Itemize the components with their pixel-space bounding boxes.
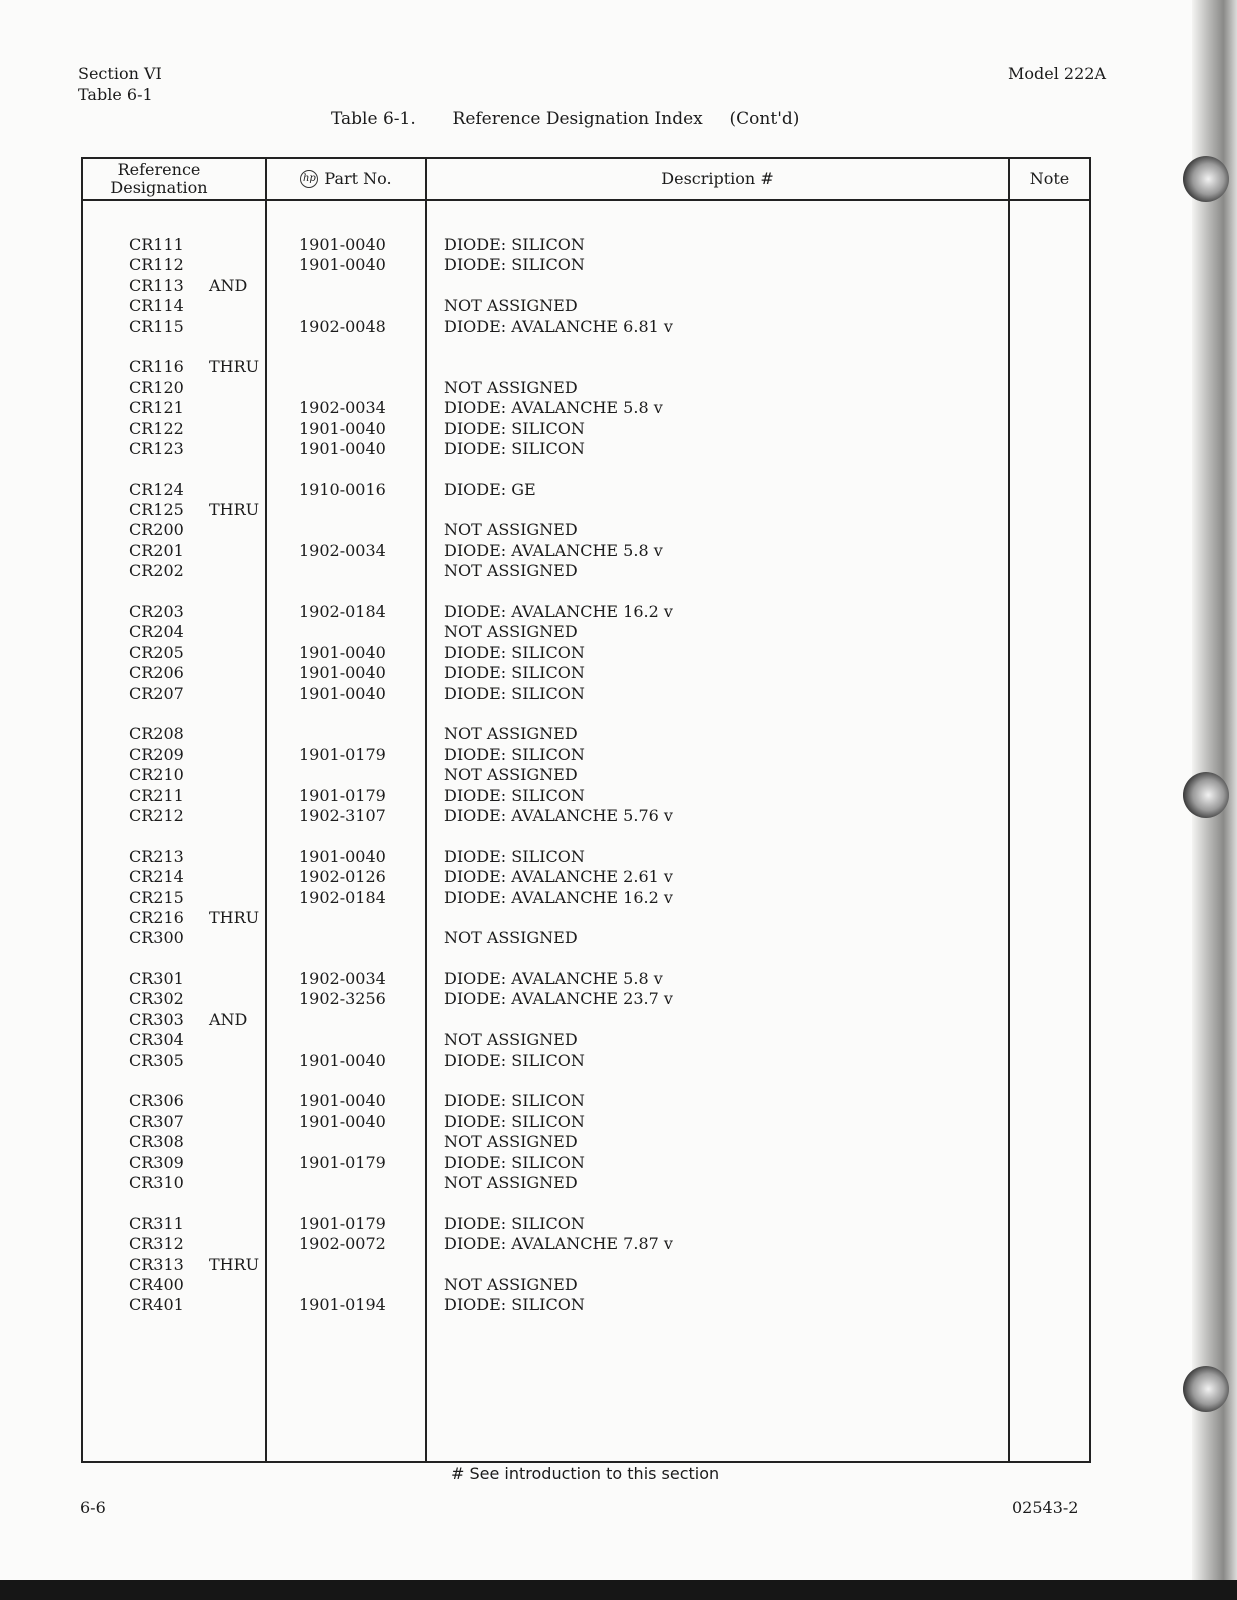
description-cell xyxy=(444,500,1008,520)
table-header-row xyxy=(82,158,1090,200)
description-cell: NOT ASSIGNED xyxy=(444,622,578,642)
part-number-cell: 1902-0048 xyxy=(299,316,386,336)
range-conjunction: AND xyxy=(209,275,248,295)
description-cell: DIODE: SILICON xyxy=(444,418,585,438)
ref-designator: CR305 xyxy=(129,1050,184,1070)
ref-designator: CR313 xyxy=(129,1254,184,1274)
description-cell: NOT ASSIGNED xyxy=(444,520,578,540)
ref-designation-cell xyxy=(129,1091,265,1111)
ref-designation-cell xyxy=(129,378,265,398)
part-number-cell: 1901-0040 xyxy=(299,235,386,254)
part-number-cell xyxy=(299,1173,425,1193)
part-number-cell xyxy=(299,500,425,520)
description-cell: NOT ASSIGNED xyxy=(444,296,578,316)
ref-designator: CR212 xyxy=(129,805,184,825)
ref-designation-cell xyxy=(129,1255,265,1275)
description-cell: DIODE: SILICON xyxy=(444,846,585,866)
part-number-cell: 1902-0184 xyxy=(299,602,386,622)
ref-designator: CR300 xyxy=(129,928,184,948)
part-number-cell xyxy=(299,724,425,744)
ref-designation-cell xyxy=(129,1132,265,1152)
range-conjunction: THRU xyxy=(209,357,260,377)
ref-designator: CR208 xyxy=(129,724,184,744)
part-number-cell: 1902-3256 xyxy=(299,989,386,1009)
ref-designator: CR213 xyxy=(129,846,184,866)
group-spacer xyxy=(299,704,425,724)
group-spacer xyxy=(444,826,1008,846)
reference-designation-table xyxy=(81,157,1091,1463)
description-cell: DIODE: AVALANCHE 6.81 v xyxy=(444,316,673,336)
ref-designation-cell xyxy=(129,928,265,948)
header-description: Description # xyxy=(426,158,1009,200)
range-conjunction: THRU xyxy=(209,907,260,927)
part-number-cell xyxy=(299,1255,425,1275)
ref-designator: CR206 xyxy=(129,663,184,683)
part-number-cell: 1901-0040 xyxy=(299,663,386,683)
group-spacer xyxy=(444,1193,1008,1213)
description-cell: DIODE: AVALANCHE 16.2 v xyxy=(444,602,673,622)
part-number-cell: 1901-0040 xyxy=(299,1050,386,1070)
ref-designator: CR306 xyxy=(129,1091,184,1111)
ref-designator: CR111 xyxy=(129,235,184,254)
part-number-cell xyxy=(299,765,425,785)
ref-designator: CR302 xyxy=(129,989,184,1009)
part-number-cell: 1901-0194 xyxy=(299,1295,386,1315)
range-conjunction: THRU xyxy=(209,500,260,520)
part-number-cell: 1901-0040 xyxy=(299,846,386,866)
description-cell: NOT ASSIGNED xyxy=(444,1132,578,1152)
part-number-cell: 1902-0072 xyxy=(299,1234,386,1254)
part-number-cell: 1901-0179 xyxy=(299,785,386,805)
part-number-cell: 1901-0040 xyxy=(299,683,386,703)
ref-designation-cell xyxy=(129,357,265,377)
ref-designation-cell xyxy=(129,276,265,296)
ref-designator: CR311 xyxy=(129,1213,184,1233)
ref-designation-cell xyxy=(129,888,265,908)
group-spacer xyxy=(129,337,265,357)
group-spacer xyxy=(299,1193,425,1213)
part-number-cell: 1902-0034 xyxy=(299,969,386,989)
ref-designation-cell xyxy=(129,419,265,439)
part-number-cell: 1901-0040 xyxy=(299,255,386,275)
part-number-cell: 1901-0179 xyxy=(299,1152,386,1172)
ref-designator: CR201 xyxy=(129,540,184,560)
group-spacer xyxy=(129,704,265,724)
group-spacer xyxy=(299,337,425,357)
part-number-cell: 1901-0040 xyxy=(299,642,386,662)
ref-designator: CR310 xyxy=(129,1172,184,1192)
group-spacer xyxy=(129,582,265,602)
description-cell: DIODE: SILICON xyxy=(444,663,585,683)
range-conjunction: THRU xyxy=(209,1254,260,1274)
part-number-cell: 1901-0179 xyxy=(299,1213,386,1233)
description-cell xyxy=(444,908,1008,928)
part-number-cell: 1902-0184 xyxy=(299,887,386,907)
description-cell: DIODE: SILICON xyxy=(444,1152,585,1172)
part-number-cell xyxy=(299,908,425,928)
table-body-row xyxy=(82,200,1090,1462)
footnote: # See introduction to this section xyxy=(451,1464,720,1483)
part-number-cell xyxy=(299,378,425,398)
ref-designator: CR309 xyxy=(129,1152,184,1172)
ref-designation-cell xyxy=(129,439,265,459)
ref-designation-cell xyxy=(129,317,265,337)
description-cell: DIODE: AVALANCHE 2.61 v xyxy=(444,867,673,887)
ref-designator: CR301 xyxy=(129,969,184,989)
ref-designation-cell xyxy=(129,969,265,989)
description-cell xyxy=(444,357,1008,377)
ref-designator: CR308 xyxy=(129,1132,184,1152)
description-cell: DIODE: SILICON xyxy=(444,744,585,764)
header-part-no xyxy=(266,158,426,200)
ref-designator: CR113 xyxy=(129,275,184,295)
ref-designation-cell xyxy=(129,643,265,663)
page-number: 6-6 xyxy=(80,1498,106,1517)
group-spacer xyxy=(299,949,425,969)
description-cell: DIODE: SILICON xyxy=(444,235,585,254)
binder-ring xyxy=(1183,156,1229,202)
description-cell: NOT ASSIGNED xyxy=(444,1030,578,1050)
part-number-cell: 1902-0126 xyxy=(299,867,386,887)
ref-designation-cell xyxy=(129,398,265,418)
ref-designator: CR207 xyxy=(129,683,184,703)
description-cell: DIODE: SILICON xyxy=(444,438,585,458)
part-number-cell xyxy=(299,1275,425,1295)
description-cell: DIODE: SILICON xyxy=(444,683,585,703)
part-number-cell: 1902-0034 xyxy=(299,540,386,560)
section-label: Section VI xyxy=(78,64,162,83)
group-spacer xyxy=(299,459,425,479)
ref-designator: CR312 xyxy=(129,1234,184,1254)
ref-designation-cell xyxy=(129,1051,265,1071)
group-spacer xyxy=(444,582,1008,602)
ref-designator: CR125 xyxy=(129,500,184,520)
ref-designation-cell xyxy=(129,1112,265,1132)
description-cell: DIODE: SILICON xyxy=(444,1091,585,1111)
group-spacer xyxy=(444,337,1008,357)
hp-logo-icon: hp xyxy=(300,170,318,188)
ref-designation-cell xyxy=(129,847,265,867)
ref-designator: CR112 xyxy=(129,255,184,275)
group-spacer xyxy=(129,459,265,479)
description-cell: NOT ASSIGNED xyxy=(444,561,578,581)
ref-designator: CR216 xyxy=(129,907,184,927)
caption-label: Table 6-1. xyxy=(331,109,416,129)
header-part-label: Part No. xyxy=(324,168,392,188)
description-column xyxy=(426,200,1009,1462)
ref-designation-cell xyxy=(129,1153,265,1173)
ref-designation-cell xyxy=(129,724,265,744)
ref-designation-cell xyxy=(129,1214,265,1234)
header-ref-line2: Designation xyxy=(110,178,208,197)
ref-designation-cell xyxy=(129,622,265,642)
scan-bottom-edge xyxy=(0,1580,1237,1600)
ref-designator: CR203 xyxy=(129,602,184,622)
ref-designator: CR214 xyxy=(129,867,184,887)
group-spacer xyxy=(129,1193,265,1213)
caption-cont: (Cont'd) xyxy=(729,109,800,129)
part-number-cell xyxy=(299,357,425,377)
header-ref-line1: Reference xyxy=(117,160,201,179)
group-spacer xyxy=(444,704,1008,724)
description-cell: DIODE: SILICON xyxy=(444,1111,585,1131)
ref-designator: CR115 xyxy=(129,316,184,336)
caption-title: Reference Designation Index xyxy=(452,109,703,129)
part-number-cell: 1901-0040 xyxy=(299,418,386,438)
ref-designator: CR122 xyxy=(129,418,184,438)
group-spacer xyxy=(129,949,265,969)
description-cell: DIODE: SILICON xyxy=(444,642,585,662)
group-spacer xyxy=(444,459,1008,479)
group-spacer xyxy=(129,826,265,846)
part-number-cell xyxy=(299,928,425,948)
group-spacer xyxy=(299,826,425,846)
part-number-cell: 1901-0040 xyxy=(299,438,386,458)
description-cell xyxy=(444,276,1008,296)
description-cell: DIODE: SILICON xyxy=(444,1050,585,1070)
ref-designation-cell xyxy=(129,541,265,561)
model-label: Model 222A xyxy=(1008,64,1107,83)
ref-designation-cell xyxy=(129,765,265,785)
ref-designation-cell xyxy=(129,684,265,704)
ref-designator: CR200 xyxy=(129,520,184,540)
part-number-cell xyxy=(299,276,425,296)
ref-designator: CR210 xyxy=(129,765,184,785)
group-spacer xyxy=(299,582,425,602)
description-cell: DIODE: AVALANCHE 7.87 v xyxy=(444,1234,673,1254)
ref-designation-cell xyxy=(129,1275,265,1295)
description-cell: NOT ASSIGNED xyxy=(444,377,578,397)
ref-designator: CR116 xyxy=(129,357,184,377)
description-cell: DIODE: AVALANCHE 5.76 v xyxy=(444,805,673,825)
ref-designation-cell xyxy=(129,1173,265,1193)
part-number-cell: 1902-3107 xyxy=(299,805,386,825)
description-cell: DIODE: SILICON xyxy=(444,255,585,275)
part-number-cell: 1901-0179 xyxy=(299,744,386,764)
part-number-cell xyxy=(299,1132,425,1152)
ref-designation-cell xyxy=(129,989,265,1009)
group-spacer xyxy=(129,1071,265,1091)
ref-designator: CR400 xyxy=(129,1274,184,1294)
ref-designation-cell xyxy=(129,806,265,826)
group-spacer xyxy=(444,949,1008,969)
description-cell: DIODE: AVALANCHE 5.8 v xyxy=(444,969,663,989)
description-cell: DIODE: SILICON xyxy=(444,785,585,805)
part-number-cell: 1902-0034 xyxy=(299,398,386,418)
ref-designation-cell xyxy=(129,867,265,887)
ref-designation-cell xyxy=(129,1010,265,1030)
ref-designator: CR202 xyxy=(129,561,184,581)
ref-designation-cell xyxy=(129,520,265,540)
description-cell: DIODE: AVALANCHE 5.8 v xyxy=(444,540,663,560)
ref-designator: CR303 xyxy=(129,1009,184,1029)
ref-designator: CR123 xyxy=(129,438,184,458)
part-number-cell xyxy=(299,520,425,540)
ref-designator: CR304 xyxy=(129,1030,184,1050)
ref-designation-cell xyxy=(129,745,265,765)
ref-designator: CR114 xyxy=(129,296,184,316)
part-number-cell xyxy=(299,1010,425,1030)
ref-designation-cell xyxy=(129,663,265,683)
header-reference-designation xyxy=(82,158,266,200)
range-conjunction: AND xyxy=(209,1009,248,1029)
ref-designation-cell xyxy=(129,786,265,806)
ref-designation-cell xyxy=(129,235,265,255)
part-number-cell: 1901-0040 xyxy=(299,1091,386,1111)
ref-designator: CR205 xyxy=(129,642,184,662)
ref-designation-cell xyxy=(129,480,265,500)
description-cell: DIODE: AVALANCHE 23.7 v xyxy=(444,989,673,1009)
ref-designator: CR204 xyxy=(129,622,184,642)
ref-designator: CR401 xyxy=(129,1295,184,1315)
part-number-cell xyxy=(299,622,425,642)
ref-designation-cell xyxy=(129,1234,265,1254)
ref-designator: CR307 xyxy=(129,1111,184,1131)
ref-designator: CR211 xyxy=(129,785,184,805)
description-cell: NOT ASSIGNED xyxy=(444,1274,578,1294)
ref-designation-cell xyxy=(129,500,265,520)
part-number-cell xyxy=(299,1030,425,1050)
part-column xyxy=(266,200,426,1462)
description-cell: NOT ASSIGNED xyxy=(444,928,578,948)
ref-designation-cell xyxy=(129,255,265,275)
description-cell: DIODE: SILICON xyxy=(444,1295,585,1315)
description-cell: DIODE: AVALANCHE 16.2 v xyxy=(444,887,673,907)
part-number-cell xyxy=(299,296,425,316)
description-cell: DIODE: SILICON xyxy=(444,1213,585,1233)
ref-designation-cell xyxy=(129,296,265,316)
group-spacer xyxy=(299,1071,425,1091)
document-number: 02543-2 xyxy=(1012,1498,1079,1517)
description-cell: NOT ASSIGNED xyxy=(444,724,578,744)
header-note: Note xyxy=(1009,158,1090,200)
ref-designation-cell xyxy=(129,602,265,622)
description-cell: NOT ASSIGNED xyxy=(444,765,578,785)
ref-designator: CR215 xyxy=(129,887,184,907)
ref-designator: CR120 xyxy=(129,377,184,397)
ref-designator: CR209 xyxy=(129,744,184,764)
ref-designator: CR121 xyxy=(129,398,184,418)
table-caption xyxy=(331,109,799,129)
table-reference: Table 6-1 xyxy=(78,85,153,104)
description-cell: NOT ASSIGNED xyxy=(444,1172,578,1192)
ref-designation-cell xyxy=(129,561,265,581)
description-cell xyxy=(444,1255,1008,1275)
binder-ring xyxy=(1183,1366,1229,1412)
ref-column xyxy=(82,200,266,1462)
group-spacer xyxy=(444,1071,1008,1091)
ref-designator: CR124 xyxy=(129,479,184,499)
ref-designation-cell xyxy=(129,1030,265,1050)
part-number-cell: 1910-0016 xyxy=(299,479,386,499)
note-column xyxy=(1009,200,1090,1462)
description-cell xyxy=(444,1010,1008,1030)
part-number-cell: 1901-0040 xyxy=(299,1111,386,1131)
binder-ring xyxy=(1183,772,1229,818)
ref-designation-cell xyxy=(129,1295,265,1315)
part-number-cell xyxy=(299,561,425,581)
ref-designation-cell xyxy=(129,908,265,928)
description-cell: DIODE: AVALANCHE 5.8 v xyxy=(444,398,663,418)
description-cell: DIODE: GE xyxy=(444,479,536,499)
